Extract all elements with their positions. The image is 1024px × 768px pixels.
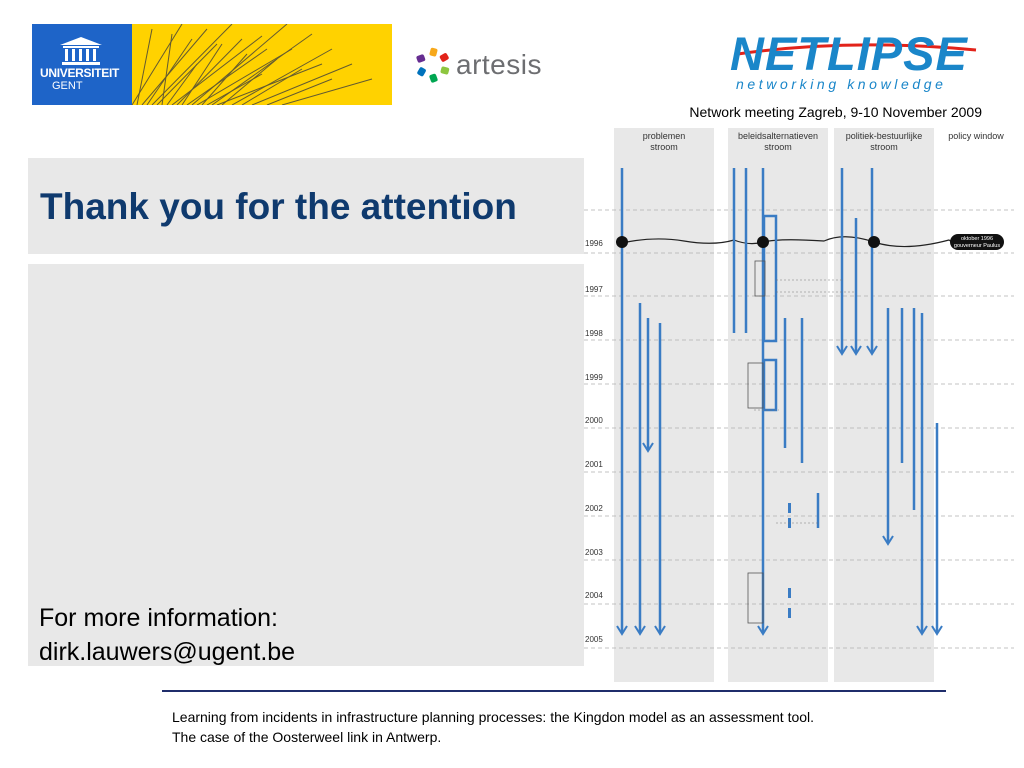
stream-header-2a: beleidsalternatieven bbox=[737, 131, 819, 141]
slide-title: Thank you for the attention bbox=[40, 186, 517, 227]
stream-header-2b: stroom bbox=[764, 142, 792, 152]
netlipse-wordmark: NETLIPSE bbox=[730, 27, 968, 80]
meeting-caption: Network meeting Zagreb, 9-10 November 2009 bbox=[689, 104, 982, 120]
node-problem bbox=[616, 236, 628, 248]
ugent-logo bbox=[32, 24, 392, 105]
problem-stream-column bbox=[614, 128, 714, 682]
node-politics bbox=[868, 236, 880, 248]
info-panel bbox=[28, 264, 584, 666]
year-1998: 1998 bbox=[585, 329, 603, 338]
contact-email: dirk.lauwers@ugent.be bbox=[39, 638, 296, 666]
stream-header-3b: stroom bbox=[870, 142, 898, 152]
year-1996: 1996 bbox=[585, 239, 603, 248]
artesis-flower-icon bbox=[414, 46, 454, 86]
streams-diagram-svg bbox=[584, 128, 1014, 682]
stream-header-3a: politiek-bestuurlijke bbox=[845, 131, 923, 141]
window-label-1: oktober 1996 bbox=[960, 236, 994, 242]
building-icon bbox=[58, 36, 104, 66]
stream-header-4: policy window bbox=[948, 131, 1004, 141]
year-2005: 2005 bbox=[585, 635, 603, 644]
node-policy bbox=[757, 236, 769, 248]
artesis-wordmark: artesis bbox=[456, 49, 542, 80]
politics-stream-column bbox=[834, 128, 934, 682]
year-1997: 1997 bbox=[585, 285, 603, 294]
ugent-line2: GENT bbox=[52, 80, 83, 92]
year-2001: 2001 bbox=[585, 460, 603, 469]
ugent-line1: UNIVERSITEIT bbox=[40, 66, 120, 80]
footer-line-2: The case of the Oosterweel link in Antwerp. bbox=[172, 729, 442, 745]
year-1999: 1999 bbox=[585, 373, 603, 382]
footer-line-1: Learning from incidents in infrastructure planning processes: the Kingdon model as an assessment tool. bbox=[172, 709, 815, 725]
policy-stream-column bbox=[728, 128, 828, 682]
year-2000: 2000 bbox=[585, 416, 603, 425]
streams-diagram bbox=[584, 128, 1014, 682]
footer-rule bbox=[162, 690, 946, 692]
title-panel bbox=[28, 158, 584, 254]
netlipse-tagline: networking knowledge bbox=[736, 76, 947, 92]
year-2004: 2004 bbox=[585, 591, 603, 600]
stream-header-1a: problemen bbox=[642, 131, 686, 141]
info-label: For more information: bbox=[39, 604, 278, 632]
netlipse-logo bbox=[730, 27, 980, 96]
footer-caption bbox=[172, 707, 814, 747]
year-2002: 2002 bbox=[585, 504, 603, 513]
window-label-2: gouverneur Paulus bbox=[953, 243, 1001, 249]
year-2003: 2003 bbox=[585, 548, 603, 557]
stream-header-1b: stroom bbox=[650, 142, 678, 152]
